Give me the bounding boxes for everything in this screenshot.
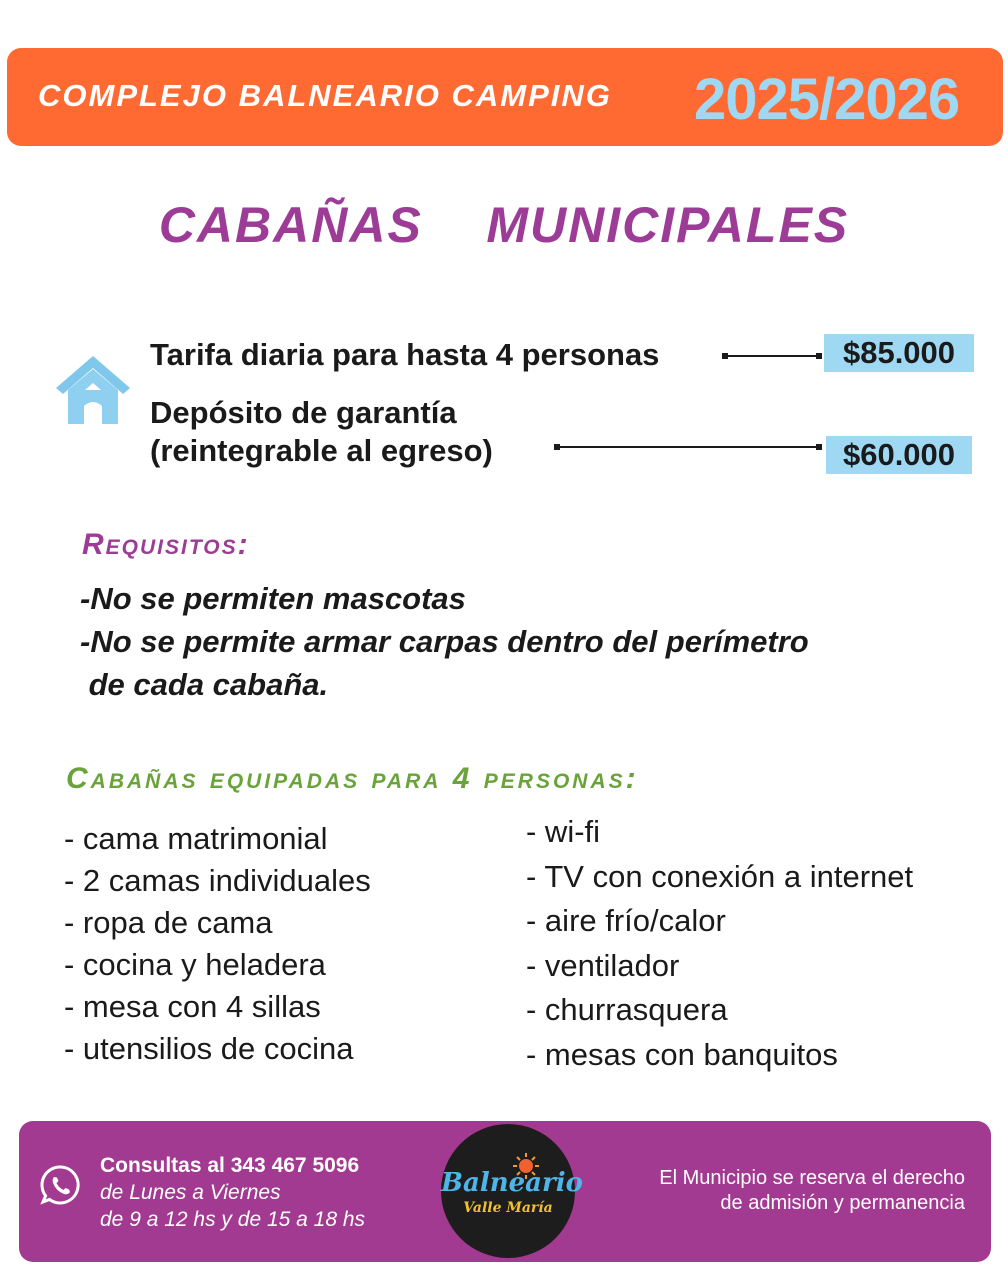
logo-subtitle: Valle María [463, 1200, 553, 1216]
list-item: - mesa con 4 sillas [64, 989, 321, 1024]
contact-phone[interactable]: Consultas al 343 467 5096 [100, 1154, 360, 1177]
deposit-price: $60.000 [826, 436, 972, 474]
house-icon [52, 352, 134, 426]
season-year: 2025/2026 [694, 67, 960, 132]
daily-rate-label: Tarifa diaria para hasta 4 personas [150, 337, 660, 372]
requirement-item: -No se permite armar carpas dentro del perímetro [80, 624, 809, 659]
daily-rate-leader [725, 355, 819, 357]
list-item: - aire frío/calor [526, 903, 726, 939]
equipment-list-left [64, 818, 371, 1070]
list-item: - ventilador [526, 947, 680, 983]
list-item: - mesas con banquitos [526, 1036, 838, 1072]
equipment-title: Cabañas equipadas para 4 personas: [66, 762, 639, 795]
page-title: CABAÑAS MUNICIPALES [158, 197, 850, 253]
header-title: COMPLEJO BALNEARIO CAMPING [38, 78, 612, 113]
logo-wordmark: Balneario [441, 1168, 583, 1198]
requirement-item: de cada cabaña. [80, 667, 329, 702]
deposit-sublabel: (reintegrable al egreso) [150, 433, 493, 468]
list-item: - cama matrimonial [64, 821, 328, 856]
contact-hours: de 9 a 12 hs y de 15 a 18 hs [100, 1208, 366, 1231]
requirement-item: -No se permiten mascotas [80, 581, 466, 616]
equipment-list-right [526, 810, 913, 1078]
list-item: - ropa de cama [64, 905, 273, 940]
list-item: - TV con conexión a internet [526, 858, 914, 894]
contact-info [100, 1152, 365, 1233]
list-item: - 2 camas individuales [64, 863, 371, 898]
requirements-title: Requisitos: [82, 528, 250, 561]
daily-rate-price: $85.000 [824, 334, 974, 372]
deposit-leader [557, 446, 819, 448]
list-item: - cocina y heladera [64, 947, 326, 982]
disclaimer-line: de admisión y permanencia [720, 1192, 965, 1214]
list-item: - churrasquera [526, 992, 728, 1028]
contact-days: de Lunes a Viernes [100, 1181, 281, 1204]
deposit-label: Depósito de garantía [150, 395, 457, 430]
whatsapp-icon[interactable] [40, 1164, 82, 1206]
disclaimer-line: El Municipio se reserva el derecho [659, 1167, 965, 1189]
disclaimer [659, 1166, 965, 1216]
list-item: - wi-fi [526, 814, 601, 849]
list-item: - utensilios de cocina [64, 1031, 354, 1066]
